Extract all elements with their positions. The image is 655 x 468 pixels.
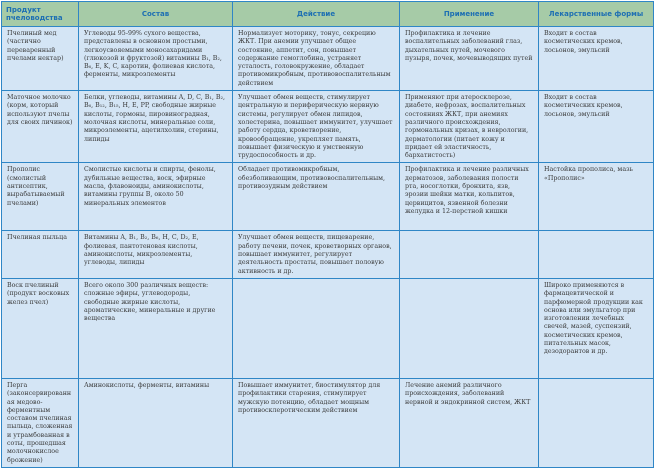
cell-product: Маточное молочко (корм, который используют пчелы для своих личинок) [2, 91, 79, 163]
header-product: Продукт пчеловодства [2, 2, 79, 27]
cell-application: Лечение анемий различного происхождения, заболеваний нервной и эндокринной систем, ЖКТ [400, 378, 539, 467]
cell-application [400, 278, 539, 378]
header-row [2, 2, 654, 27]
cell-product: Пчелиная пыльца [2, 231, 79, 278]
cell-product: Воск пчелиный (продукт восковых желез пчел) [2, 278, 79, 378]
cell-composition: Углеводы 95-99% сухого вещества, представлены в основном простыми, легкоусвояемыми моносахаридами (глюкозой и фруктозой) витамины B₁, B₂, B₆, E, K, C, каротин, фолиевая кислота, ферменты, микроэлементы [79, 27, 233, 91]
cell-forms: Широко применяются в фармацевтической и парфюмерной продукции как основа или эмульгатор при изготовлении лечебных свечей, мазей, суспензий, косметических кремов, питательных масок, дезодорантов и др. [539, 278, 654, 378]
cell-forms: Настойка прополиса, мазь «Прополис» [539, 163, 654, 231]
header-forms: Лекарственные формы [539, 2, 654, 27]
table-row [2, 378, 654, 467]
cell-forms [539, 231, 654, 278]
table-row [2, 231, 654, 278]
cell-product: Прополис (смолистый антисептик, вырабатываемый пчелами) [2, 163, 79, 231]
header-action: Действие [233, 2, 400, 27]
cell-action: Улучшает обмен веществ, пищеварение, работу печени, почек, кроветворных органов, повышает иммунитет, регулирует деятельность простаты, повышает половую активность и др. [233, 231, 400, 278]
cell-application: Профилактика и лечение различных дерматозов, заболевания полости рта, носоглотки, бронхита, язв, эрозии шейки матки, кольпитов, цервицитов, язвенной болезни желудка и 12-перстной кишки [400, 163, 539, 231]
cell-application [400, 231, 539, 278]
table-row [2, 163, 654, 231]
table-row [2, 27, 654, 91]
cell-composition: Витамины A, B₁, B₂, B₆, H, C, D₂, E, фолиевая, пантотеновая кислоты, аминокислоты, микроэлементы, углеводы, липиды [79, 231, 233, 278]
cell-application: Профилактика и лечение воспалительных заболеваний глаз, дыхательных путей, мочевого пузыря, почек, мочевыводящих путей [400, 27, 539, 91]
cell-action: Повышает иммунитет, биостимулятор для профилактики старения, стимулирует мужскую потенцию, обладает мощным противосклеротическим действием [233, 378, 400, 467]
cell-action: Нормализует моторику, тонус, секрецию ЖКТ. При анемии улучшает общее состояние, аппетит, сон, повышает содержание гемоглобина, устраняет усталость, головокружение, обладает противомикробным, противовоспалительным действием [233, 27, 400, 91]
table-row [2, 91, 654, 163]
cell-product: Перга (законсервированная медово-ферментным составом пчелиная пыльца, сложенная и утрамбованная в соты, прошедшая молочнокислое брожение) [2, 378, 79, 467]
cell-forms: Входит в состав косметических кремов, лосьонов, эмульсий [539, 91, 654, 163]
cell-action: Обладает противомикробным, обезболивающим, противовоспалительным, противозудным действием [233, 163, 400, 231]
header-application: Применение [400, 2, 539, 27]
cell-application: Применяют при атеросклерозе, диабете, нефрозах, воспалительных состояниях ЖКТ, при анемиях различного происхождения, гормональных кризах, в неврологии, дерматологии (питает кожу и придает ей эластичность, бархатистость) [400, 91, 539, 163]
cell-action: Улучшает обмен веществ, стимулирует центральную и периферическую нервную системы, регулирует обмен липидов, холестерина, повышает иммунитет, улучшает работу сердца, кроветворение, кровообращение, укрепляет память, повышает физическую и умственную трудоспособность и др. [233, 91, 400, 163]
cell-forms [539, 378, 654, 467]
cell-composition: Аминокислоты, ферменты, витамины [79, 378, 233, 467]
table-row [2, 278, 654, 378]
cell-forms: Входит в состав косметических кремов, лосьонов, эмульсий [539, 27, 654, 91]
cell-product: Пчелиный мед (частично переваренный пчелами нектар) [2, 27, 79, 91]
cell-composition: Смолистые кислоты и спирты, фенолы, дубильные вещества, воск, эфирные масла, флавоноиды, аминокислоты, витамины группы B, около 50 минеральных элементов [79, 163, 233, 231]
header-composition: Состав [79, 2, 233, 27]
cell-composition: Всего около 300 различных веществ: сложные эфиры, углеводороды, свободные жирные кислоты, ароматические, минеральные и другие вещества [79, 278, 233, 378]
bee-products-table [1, 1, 654, 468]
cell-action [233, 278, 400, 378]
cell-composition: Белки, углеводы, витамины A, D, C, B₁, B₂, B₆, B₁₂, B₁₅, H, E, PP, свободные жирные кислоты, гормоны, пировиноградная, молочная кислоты, минеральные соли, микроэлементы, ацетилхолин, стерины, липиды [79, 91, 233, 163]
